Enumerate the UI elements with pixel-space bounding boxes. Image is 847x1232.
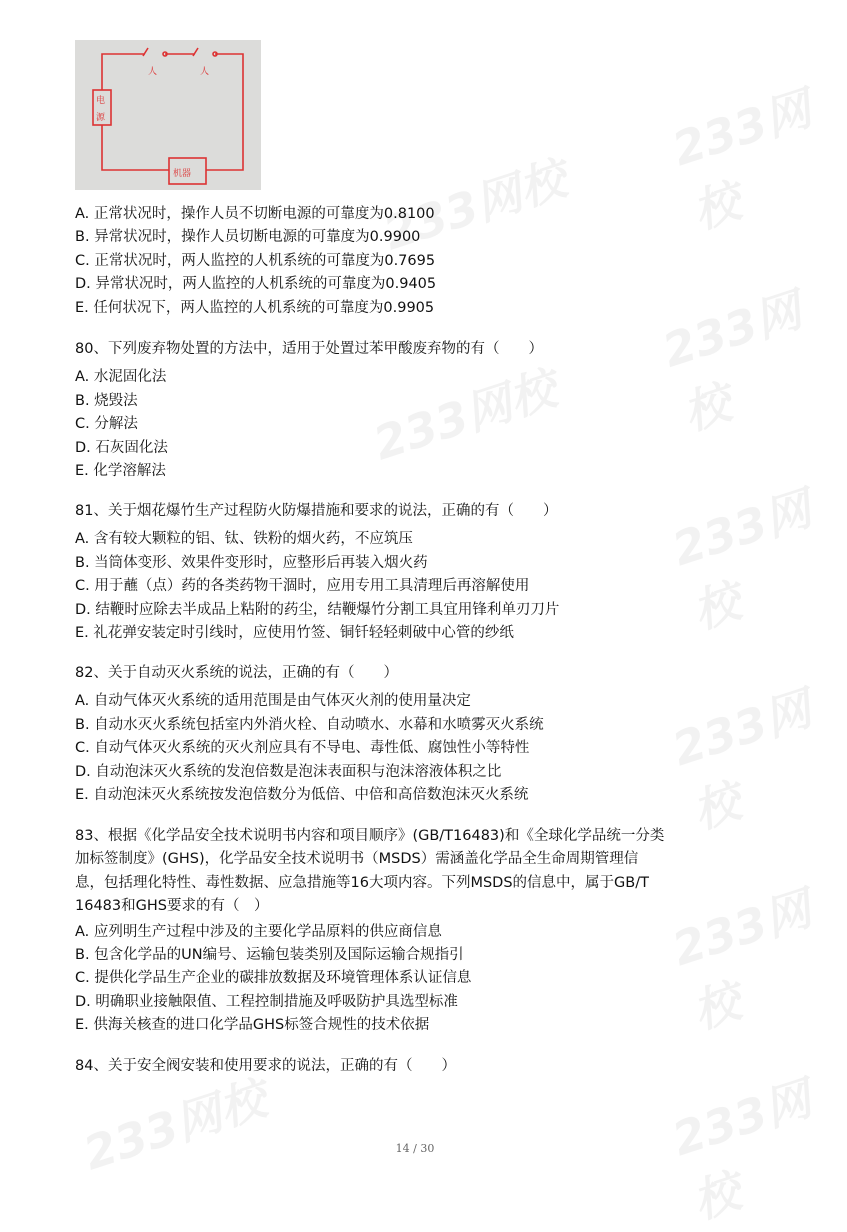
svg-text:人: 人 [148, 67, 158, 77]
question-stem: 81、关于烟花爆竹生产过程防火防爆措施和要求的说法，正确的有（ ） [75, 503, 558, 519]
svg-text:源: 源 [96, 113, 106, 123]
option-a: A. 正常状况时，操作人员不切断电源的可靠度为0.8100 [75, 206, 435, 222]
option-c: C. 提供化学品生产企业的碳排放数据及环境管理体系认证信息 [75, 970, 472, 987]
option-c: C. 自动气体灭火系统的灭火剂应具有不导电、毒性低、腐蚀性小等特性 [75, 740, 530, 757]
option-e: E. 礼花弹安装定时引线时，应使用竹签、铜钎轻轻刺破中心管的纱纸 [75, 624, 514, 641]
option-a: A. 水泥固化法 [75, 369, 167, 386]
question-stem: 82、关于自动灭火系统的说法，正确的有（ ） [75, 665, 398, 681]
option-c: C. 分解法 [75, 416, 138, 433]
question-81 [75, 500, 795, 645]
question-83 [75, 825, 795, 1038]
option-a: A. 自动气体灭火系统的适用范围是由气体灭火剂的使用量决定 [75, 693, 471, 710]
option-c: C. 用于蘸（点）药的各类药物干涸时，应用专用工具清理后再溶解使用 [75, 578, 530, 595]
watermark: 233网校 [666, 681, 818, 840]
question-stem-line: 息，包括理化特性、毒性数据、应急措施等16大项内容。下列MSDS的信息中，属于GB/T [75, 874, 649, 891]
watermark: 233网校 [77, 1071, 273, 1181]
q79-options [75, 203, 795, 320]
option-e: E. 供海关核查的进口化学品GHS标签合规性的技术依据 [75, 1017, 430, 1034]
question-stem: 80、下列废弃物处置的方法中，适用于处置过苯甲酸废弃物的有（ ） [75, 341, 543, 357]
page-number: 14 / 30 [395, 1142, 435, 1155]
watermark: 233网校 [377, 151, 573, 261]
option-b: B. 异常状况时，操作人员切断电源的可靠度为0.9900 [75, 229, 421, 246]
option-b: B. 自动水灭火系统包括室内外消火栓、自动喷水、水幕和水喷雾灭火系统 [75, 716, 544, 733]
question-stem-line: 83、根据《化学品安全技术说明书内容和项目顺序》(GB/T16483)和《全球化学品统一分类 [75, 828, 665, 844]
question-stem-line: 16483和GHS要求的有（ ） [75, 898, 269, 915]
question-82 [75, 662, 795, 807]
watermark: 233网校 [666, 1071, 818, 1230]
option-d: D. 石灰固化法 [75, 439, 168, 456]
svg-text:人: 人 [200, 67, 210, 77]
option-b: B. 当筒体变形、效果件变形时，应整形后再装入烟火药 [75, 554, 428, 571]
option-d: D. 自动泡沫灭火系统的发泡倍数是泡沫表面积与泡沫溶液体积之比 [75, 763, 502, 780]
watermark: 233网校 [367, 361, 563, 471]
option-e: E. 自动泡沫灭火系统按发泡倍数分为低倍、中倍和高倍数泡沫灭火系统 [75, 786, 529, 803]
question-84 [75, 1055, 795, 1078]
watermark: 233网校 [666, 881, 818, 1040]
circuit-diagram-image [75, 40, 261, 190]
option-d: D. 明确职业接触限值、工程控制措施及呼吸防护具选型标准 [75, 993, 458, 1010]
option-e: E. 化学溶解法 [75, 462, 166, 479]
svg-text:机器: 机器 [173, 169, 192, 179]
option-d: D. 异常状况时，两人监控的人机系统的可靠度为0.9405 [75, 276, 437, 293]
question-stem-line: 加标签制度》(GHS)，化学品安全技术说明书（MSDS）需涵盖化学品全生命周期管理信 [75, 851, 639, 868]
watermark: 233网校 [666, 481, 818, 640]
option-c: C. 正常状况时，两人监控的人机系统的可靠度为0.7695 [75, 252, 436, 269]
option-d: D. 结鞭时应除去半成品上粘附的药尘，结鞭爆竹分割工具宜用锋利单刃刀片 [75, 601, 560, 618]
option-b: B. 包含化学品的UN编号、运输包装类别及国际运输合规指引 [75, 946, 464, 963]
watermark: 233网校 [656, 282, 809, 441]
option-a: A. 应列明生产过程中涉及的主要化学品原料的供应商信息 [75, 923, 442, 940]
svg-text:电: 电 [96, 96, 106, 106]
option-a: A. 含有较大颗粒的铝、钛、铁粉的烟火药，不应筑压 [75, 531, 413, 548]
watermark: 233网校 [666, 81, 818, 240]
question-80 [75, 338, 795, 483]
option-e: E. 任何状况下，两人监控的人机系统的可靠度为0.9905 [75, 299, 435, 316]
question-stem: 84、关于安全阀安装和使用要求的说法，正确的有（ ） [75, 1058, 456, 1074]
option-b: B. 烧毁法 [75, 392, 138, 409]
